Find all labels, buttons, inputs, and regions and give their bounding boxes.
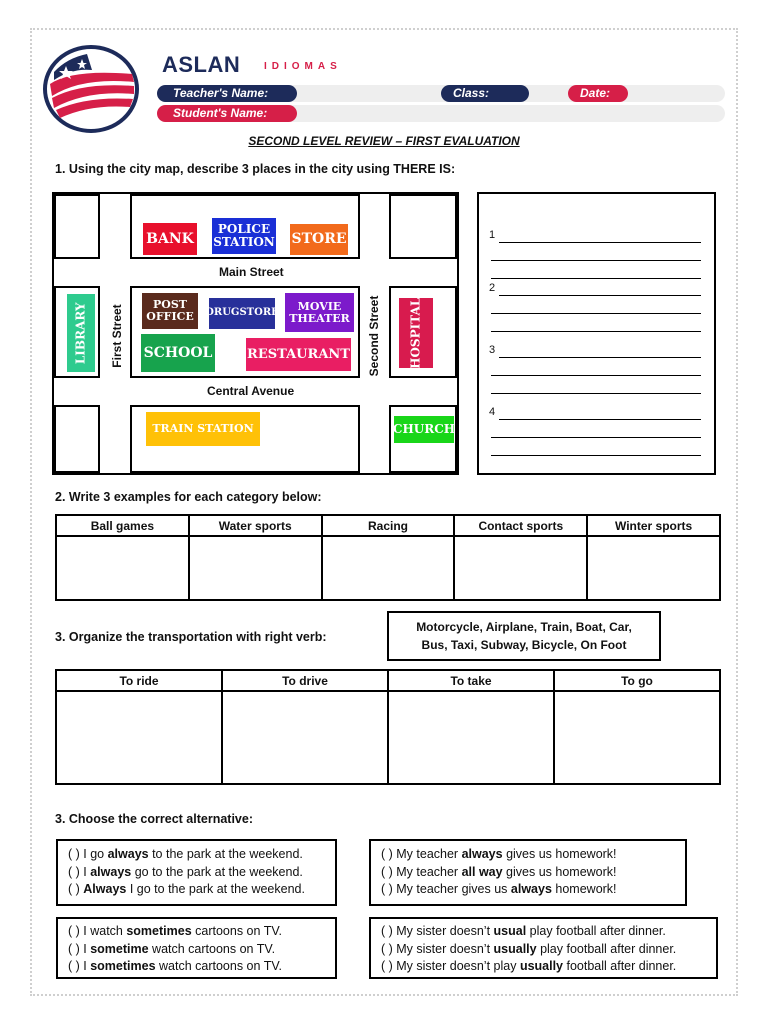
choice-box (369, 917, 718, 979)
answer-line[interactable] (499, 295, 701, 296)
choice-option[interactable] (381, 846, 685, 864)
answer-number: 1 (489, 229, 496, 241)
choice-text: ( ) My teacher (381, 864, 462, 879)
choice-option[interactable] (68, 846, 335, 864)
answer-line[interactable] (491, 437, 701, 438)
choice-text: watch cartoons on TV. (148, 941, 276, 956)
choice-option[interactable] (68, 881, 335, 899)
choice-option[interactable] (68, 941, 335, 959)
aslan-logo (42, 44, 140, 134)
choice-keyword: always (461, 847, 503, 861)
answer-line[interactable] (491, 313, 701, 314)
choice-option[interactable] (68, 958, 335, 976)
choice-text: ( ) I watch (68, 924, 127, 938)
choice-keyword: Always (83, 882, 127, 896)
map-block (54, 194, 100, 259)
question-3: 3. Organize the transportation with right verb: (55, 630, 327, 644)
choice-keyword: usually (493, 941, 537, 956)
sports-col-winter-sports: Winter sports (587, 515, 720, 536)
question-4: 3. Choose the correct alternative: (55, 812, 253, 826)
choice-keyword: always (510, 882, 552, 896)
brand-subtitle: IDIOMAS (264, 61, 342, 72)
answer-line[interactable] (491, 278, 701, 279)
transport-col-take: To take (388, 670, 554, 691)
choice-text: ( ) My teacher (381, 847, 462, 861)
place-post-office: POST OFFICE (142, 293, 198, 329)
choice-text: gives us homework! (502, 847, 617, 861)
transport-col-ride: To ride (56, 670, 222, 691)
choice-keyword: sometimes (126, 924, 192, 938)
choice-text: watch cartoons on TV. (155, 959, 282, 973)
choice-text: I go to the park at the weekend. (126, 882, 305, 896)
sports-col-ball-games: Ball games (56, 515, 189, 536)
sports-col-water-sports: Water sports (189, 515, 322, 536)
place-restaurant: RESTAURANT (246, 338, 351, 371)
choice-option[interactable] (381, 958, 716, 976)
class-label: Class: (441, 85, 529, 102)
choice-text: ( ) I (68, 959, 91, 973)
transport-col-drive: To drive (222, 670, 388, 691)
choice-text: football after dinner. (563, 959, 677, 973)
answer-line[interactable] (491, 455, 701, 456)
choice-text: gives us homework! (502, 864, 617, 879)
student-name-label: Student's Name: (157, 105, 297, 122)
sports-col-contact-sports: Contact sports (454, 515, 587, 536)
word-bank (387, 611, 661, 661)
page-title: SECOND LEVEL REVIEW – FIRST EVALUATION (248, 134, 520, 148)
choice-keyword: sometimes (90, 959, 156, 973)
teacher-name-label: Teacher's Name: (157, 85, 297, 102)
sports-answer-cell[interactable] (454, 536, 587, 600)
choice-text: cartoons on TV. (191, 924, 282, 938)
place-train-station: TRAIN STATION (146, 412, 260, 446)
transport-answer-cell[interactable] (56, 691, 222, 784)
choice-keyword: usually (519, 959, 564, 973)
place-bank: BANK (143, 223, 197, 255)
place-church: CHURCH (394, 416, 454, 443)
word-bank-line: Motorcycle, Airplane, Train, Boat, Car, (416, 620, 632, 634)
choice-text: to the park at the weekend. (148, 847, 303, 861)
choice-box (369, 839, 687, 906)
choice-text: ( ) My teacher gives us (381, 882, 511, 896)
city-map (52, 192, 459, 475)
place-store: STORE (290, 224, 348, 255)
place-movie-theater: MOVIE THEATER (285, 293, 354, 332)
choice-text: play football after dinner. (536, 941, 677, 956)
choice-keyword: usual (493, 924, 527, 938)
choice-option[interactable] (381, 864, 685, 882)
choice-keyword: always (90, 864, 132, 879)
sports-answer-cell[interactable] (189, 536, 322, 600)
transport-answer-cell[interactable] (388, 691, 554, 784)
place-police-station: POLICE STATION (212, 218, 276, 254)
transport-col-go: To go (554, 670, 720, 691)
choice-text: ( ) I (68, 941, 91, 956)
choice-text: ( ) (68, 882, 84, 896)
choice-keyword: always (107, 847, 149, 861)
question-1: 1. Using the city map, describe 3 places in the city using THERE IS: (55, 162, 456, 176)
answer-line[interactable] (499, 242, 701, 243)
map-block (54, 405, 100, 473)
date-label: Date: (568, 85, 628, 102)
street-main: Main Street (219, 265, 284, 279)
answer-line[interactable] (491, 331, 701, 332)
brand-name: ASLAN (162, 52, 241, 77)
place-drugstore: DRUGSTORE (209, 298, 275, 329)
answer-line[interactable] (491, 375, 701, 376)
street-first-label: First Street (110, 304, 124, 368)
choice-option[interactable] (381, 881, 685, 899)
choice-option[interactable] (381, 923, 716, 941)
choice-option[interactable] (68, 864, 335, 882)
transport-table (55, 669, 721, 785)
place-school: SCHOOL (141, 334, 215, 372)
choice-box (56, 839, 337, 906)
answer-line[interactable] (499, 419, 701, 420)
map-block (389, 194, 457, 259)
choice-text: homework! (551, 882, 617, 896)
choice-text: ( ) My sister doesn’t (381, 941, 494, 956)
choice-text: ( ) My sister doesn’t (381, 924, 494, 938)
answer-number: 3 (489, 344, 496, 356)
answer-line[interactable] (499, 357, 701, 358)
answer-number: 2 (489, 282, 496, 294)
sports-table (55, 514, 721, 601)
sports-answer-cell[interactable] (587, 536, 720, 600)
transport-answer-cell[interactable] (554, 691, 720, 784)
answer-line[interactable] (491, 393, 701, 394)
choice-box (56, 917, 337, 979)
question-2: 2. Write 3 examples for each category below: (55, 490, 322, 504)
answer-line[interactable] (491, 260, 701, 261)
choice-text: ( ) My sister doesn’t play (381, 959, 520, 973)
street-central: Central Avenue (207, 384, 295, 398)
choice-text: go to the park at the weekend. (131, 864, 303, 879)
choice-option[interactable] (68, 923, 335, 941)
choice-text: ( ) I (68, 864, 91, 879)
sports-answer-cell[interactable] (322, 536, 455, 600)
choice-text: ( ) I go (68, 847, 108, 861)
street-second-label: Second Street (367, 295, 381, 377)
answer-number: 4 (489, 406, 496, 418)
sports-answer-cell[interactable] (56, 536, 189, 600)
sports-col-racing: Racing (322, 515, 455, 536)
word-bank-line: Bus, Taxi, Subway, Bicycle, On Foot (421, 638, 627, 652)
choice-option[interactable] (381, 941, 716, 959)
transport-answer-cell[interactable] (222, 691, 388, 784)
choice-keyword: all way (461, 864, 503, 879)
choice-text: play football after dinner. (526, 924, 666, 938)
choice-keyword: sometime (90, 941, 149, 956)
answer-box[interactable] (477, 192, 716, 475)
library-label: LIBRARY (73, 302, 88, 364)
hospital-label: HOSPITAL (408, 297, 423, 369)
